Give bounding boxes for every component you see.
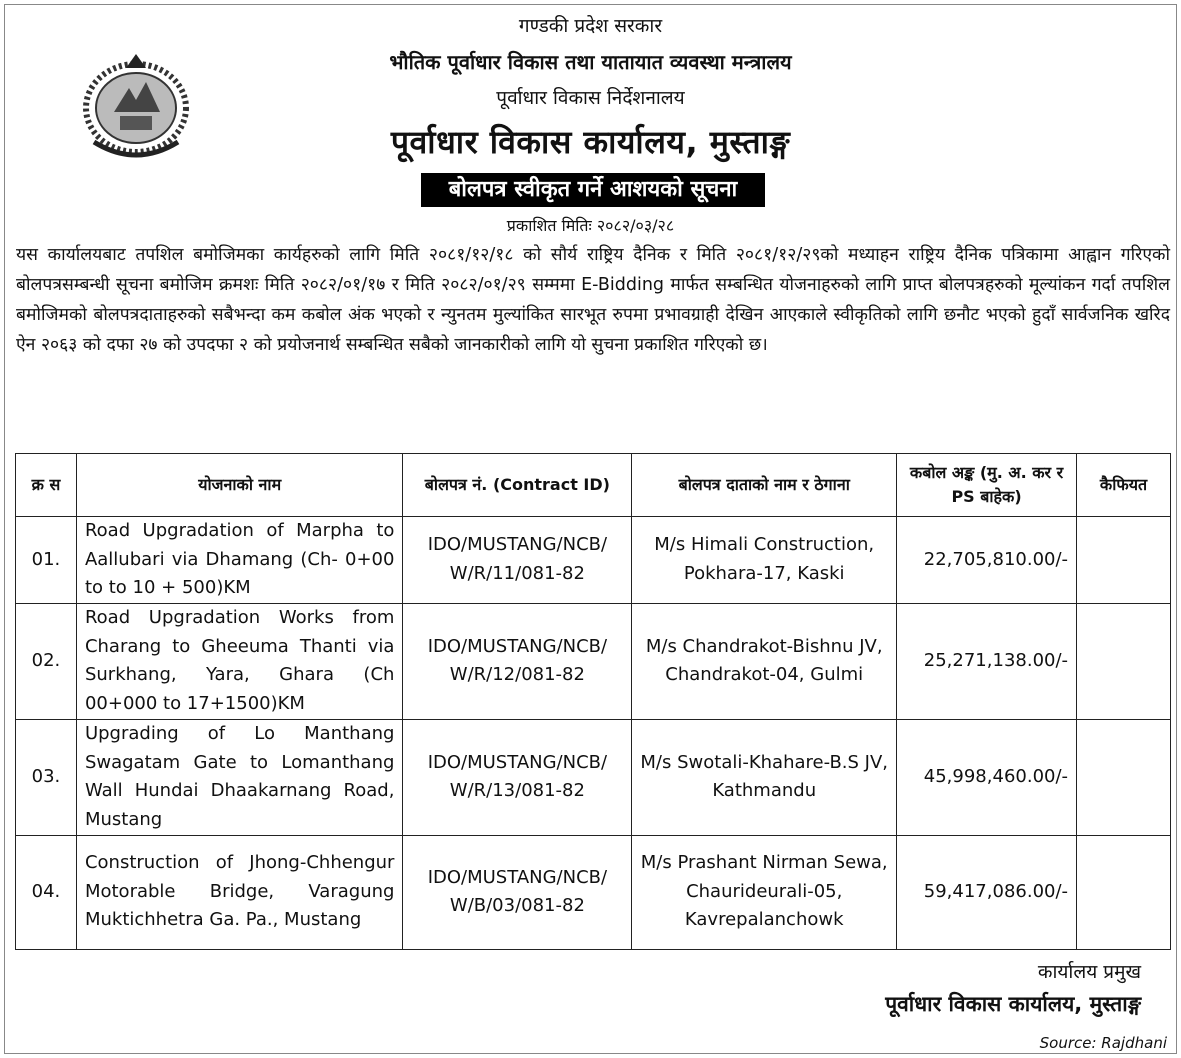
row-project-name: Construction of Jhong-Chhengur Motorable Bridge, Varagung Muktichhetra Ga. Pa., Mustang bbox=[76, 835, 402, 949]
col-header-contract-id: बोलपत्र नं. (Contract ID) bbox=[403, 454, 632, 517]
col-header-bidder: बोलपत्र दाताको नाम र ठेगाना bbox=[632, 454, 897, 517]
col-header-amount: कबोल अङ्क (मु. अ. कर र PS बाहेक) bbox=[897, 454, 1077, 517]
row-project-name: Road Upgradation Works from Charang to Gheeuma Thanti via Surkhang, Yara, Ghara (Ch 00+000 to 17+1500)KM bbox=[76, 603, 402, 719]
col-header-name: योजनाको नाम bbox=[76, 454, 402, 517]
row-sn: 01. bbox=[16, 517, 77, 604]
row-sn: 04. bbox=[16, 835, 77, 949]
row-contract-id: IDO/MUSTANG/NCB/ W/R/11/081-82 bbox=[403, 517, 632, 604]
row-remarks bbox=[1077, 517, 1171, 604]
row-project-name: Road Upgradation of Marpha to Aallubari via Dhamang (Ch- 0+00 to to 10 + 500)KM bbox=[76, 517, 402, 604]
row-project-name: Upgrading of Lo Manthang Swagatam Gate to Lomanthang Wall Hundai Dhaakarnang Road, Mustang bbox=[76, 719, 402, 835]
source-credit: Source: Rajdhani bbox=[1039, 1034, 1167, 1052]
row-remarks bbox=[1077, 719, 1171, 835]
col-header-sn: क्र स bbox=[16, 454, 77, 517]
row-sn: 02. bbox=[16, 603, 77, 719]
row-contract-id: IDO/MUSTANG/NCB/ W/R/12/081-82 bbox=[403, 603, 632, 719]
row-amount: 25,271,138.00/- bbox=[897, 603, 1077, 719]
row-sn: 03. bbox=[16, 719, 77, 835]
office-title: पूर्वाधार विकास कार्यालय, मुस्ताङ्ग bbox=[390, 123, 791, 161]
signatory-office: पूर्वाधार विकास कार्यालय, मुस्ताङ्ग bbox=[885, 992, 1141, 1016]
published-date: प्रकाशित मितिः २०८२/०३/२८ bbox=[506, 216, 675, 235]
ministry-heading: भौतिक पूर्वाधार विकास तथा यातायात व्यवस्था मन्त्रालय bbox=[389, 50, 792, 74]
col-header-remarks: कैफियत bbox=[1077, 454, 1171, 517]
row-contract-id: IDO/MUSTANG/NCB/ W/B/03/081-82 bbox=[403, 835, 632, 949]
table-row bbox=[16, 517, 1171, 604]
government-heading: गण्डकी प्रदेश सरकार bbox=[518, 15, 663, 37]
table-header-row bbox=[16, 454, 1171, 517]
table-row bbox=[16, 719, 1171, 835]
row-amount: 22,705,810.00/- bbox=[897, 517, 1077, 604]
notice-body: यस कार्यालयबाट तपशिल बमोजिमका कार्यहरुको लागि मिति २०८१/१२/१८ को सौर्य राष्ट्रिय दैनिक र मिति २०८१/१२/२९को मध्याहन राष्ट्रिय दैनिक पत्रिकामा आह्वान गरिएको बोलपत्रसम्बन्धी सूचना बमोजिम क्रमशः मिति २०८२/०१/१७ र मिति २०८२/०१/२९ सम्ममा E-Bidding मार्फत सम्बन्धित योजनाहरुको लागि प्राप्त बोलपत्रहरुको मूल्यांकन गर्दा तपशिल बमोजिमको बोलपत्रदाताहरुको सबैभन्दा कम कबोल अंक भएको र न्युनतम मुल्यांकित सारभूत रुपमा प्रभावग्राही देखिन आएकाले स्वीकृतिको लागि छनौट भएको हुदाँ सार्वजनिक खरिद ऐन २०६३ को दफा २७ को उपदफा २ को प्रयोजनार्थ सम्बन्धित सबैको जानकारीको लागि यो सुचना प्रकाशित गरिएको छ। bbox=[16, 245, 1170, 355]
row-contract-id: IDO/MUSTANG/NCB/ W/R/13/081-82 bbox=[403, 719, 632, 835]
row-remarks bbox=[1077, 603, 1171, 719]
row-bidder: M/s Swotali-Khahare-B.S JV, Kathmandu bbox=[632, 719, 897, 835]
notice-title: बोलपत्र स्वीकृत गर्ने आशयको सूचना bbox=[421, 173, 765, 207]
directorate-heading: पूर्वाधार विकास निर्देशनालय bbox=[496, 87, 685, 109]
row-amount: 59,417,086.00/- bbox=[897, 835, 1077, 949]
row-bidder: M/s Chandrakot-Bishnu JV, Chandrakot-04, Gulmi bbox=[632, 603, 897, 719]
row-remarks bbox=[1077, 835, 1171, 949]
row-bidder: M/s Himali Construction, Pokhara-17, Kaski bbox=[632, 517, 897, 604]
tender-table bbox=[15, 453, 1171, 950]
table-row bbox=[16, 603, 1171, 719]
signatory-designation: कार्यालय प्रमुख bbox=[1037, 961, 1141, 983]
row-bidder: M/s Prashant Nirman Sewa, Chaurideurali-05, Kavrepalanchowk bbox=[632, 835, 897, 949]
table-row bbox=[16, 835, 1171, 949]
row-amount: 45,998,460.00/- bbox=[897, 719, 1077, 835]
